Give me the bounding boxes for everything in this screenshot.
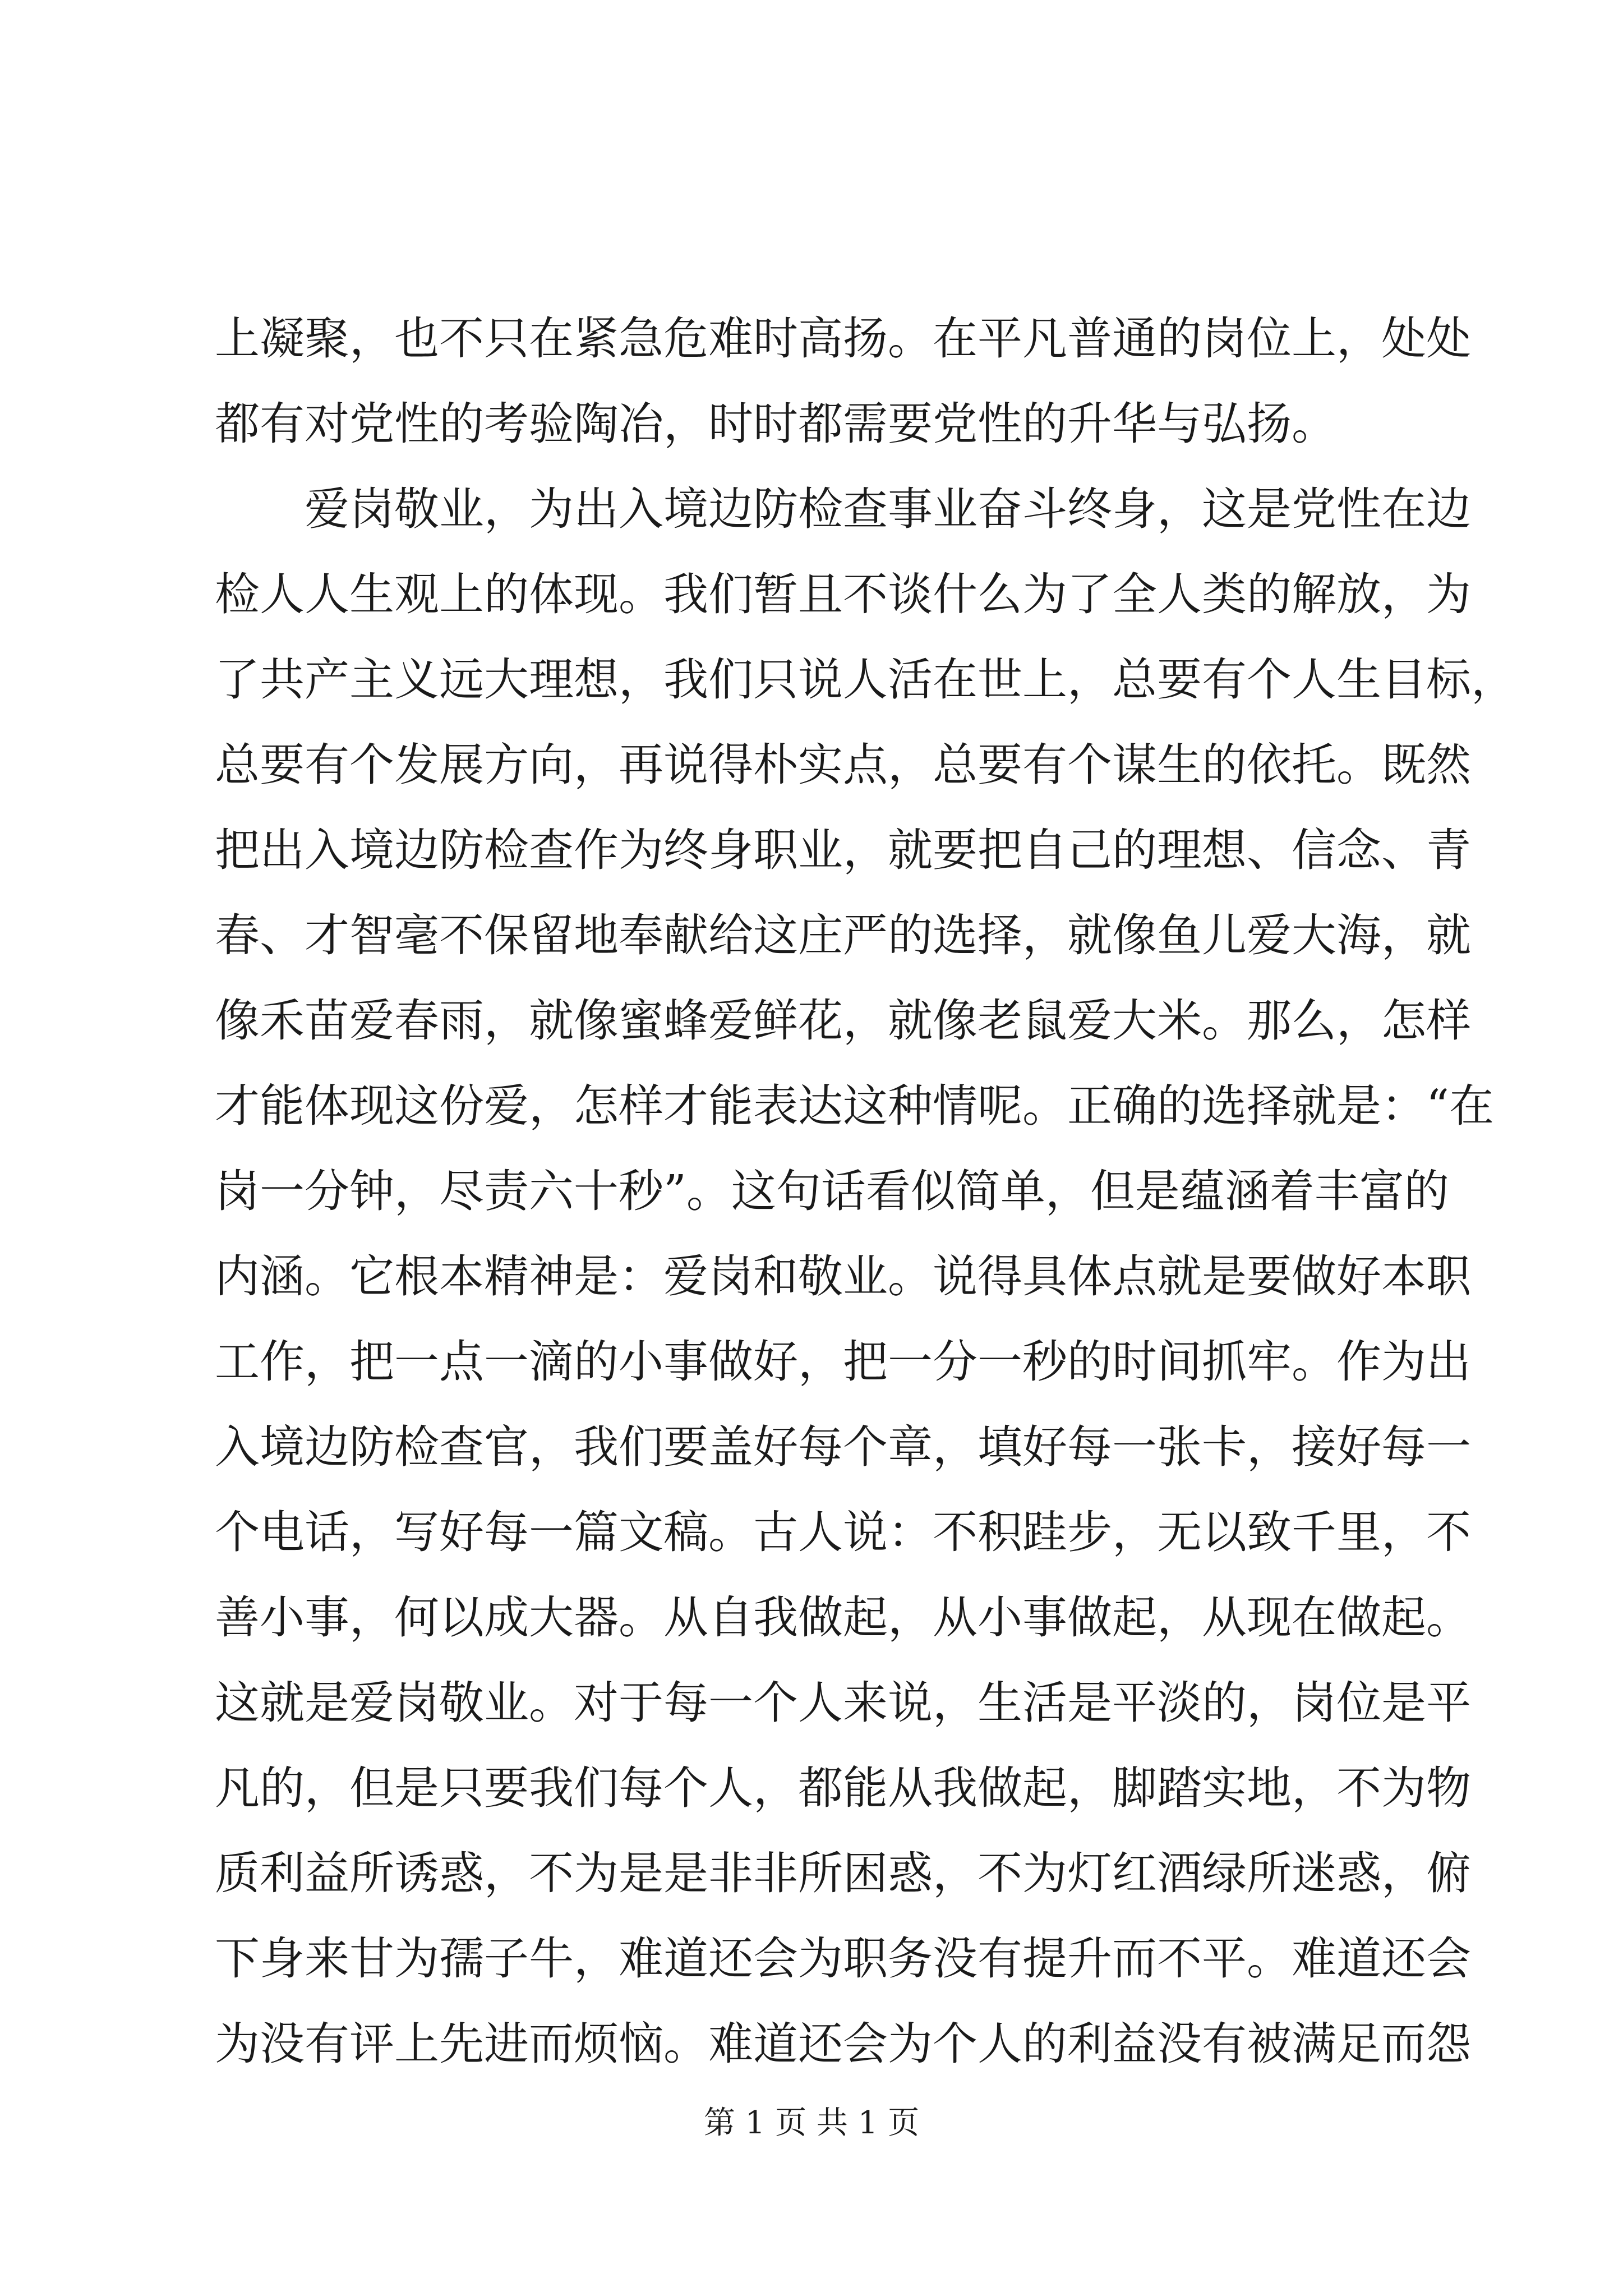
text-line: 检人人生观上的体现。我们暂且不谈什么为了全人类的解放，为 [215, 568, 1471, 620]
page-footer [0, 2101, 1623, 2146]
text-line: 下身来甘为孺子牛，难道还会为职务没有提升而不平。难道还会 [215, 1932, 1471, 1985]
text-line: 入境边防检查官，我们要盖好每个章，填好每一张卡，接好每一 [215, 1421, 1471, 1473]
text-line: 岗一分钟，尽责六十秒”。这句话看似简单，但是蕴涵着丰富的 [215, 1165, 1449, 1217]
text-line: 这就是爱岗敬业。对于每一个人来说，生活是平淡的，岗位是平 [215, 1677, 1471, 1729]
text-line: 个电话，写好每一篇文稿。古人说：不积跬步，无以致千里，不 [215, 1506, 1471, 1558]
text-line: 把出入境边防检查作为终身职业，就要把自己的理想、信念、青 [215, 824, 1471, 876]
text-line: 上凝聚，也不只在紧急危难时高扬。在平凡普通的岗位上，处处 [215, 312, 1471, 365]
text-line: 爱岗敬业，为出入境边防检查事业奋斗终身，这是党性在边 [215, 483, 1471, 535]
page-number: 第 1 页 共 1 页 [703, 2105, 920, 2141]
text-line: 像禾苗爱春雨，就像蜜蜂爱鲜花，就像老鼠爱大米。那么，怎样 [215, 995, 1471, 1047]
text-line: 春、才智毫不保留地奉献给这庄严的选择，就像鱼儿爱大海，就 [215, 909, 1471, 961]
text-line: 才能体现这份爱，怎样才能表达这种情呢。正确的选择就是：“在 [215, 1080, 1494, 1132]
text-line: 了共产主义远大理想，我们只说人活在世上，总要有个人生目标， [215, 654, 1516, 706]
text-line: 都有对党性的考验陶冶，时时都需要党性的升华与弘扬。 [215, 398, 1336, 450]
text-line: 为没有评上先进而烦恼。难道还会为个人的利益没有被满足而怨 [215, 2018, 1471, 2070]
text-line: 内涵。它根本精神是：爱岗和敬业。说得具体点就是要做好本职 [215, 1250, 1471, 1303]
text-line: 工作，把一点一滴的小事做好，把一分一秒的时间抓牢。作为出 [215, 1336, 1471, 1388]
body-text [215, 296, 1516, 2087]
text-line: 凡的，但是只要我们每个人，都能从我做起，脚踏实地，不为物 [215, 1762, 1471, 1814]
text-line: 善小事，何以成大器。从自我做起，从小事做起，从现在做起。 [215, 1591, 1471, 1644]
text-line: 质利益所诱惑，不为是是非非所困惑，不为灯红酒绿所迷惑，俯 [215, 1847, 1471, 1899]
text-line: 总要有个发展方向，再说得朴实点，总要有个谋生的依托。既然 [215, 739, 1471, 791]
